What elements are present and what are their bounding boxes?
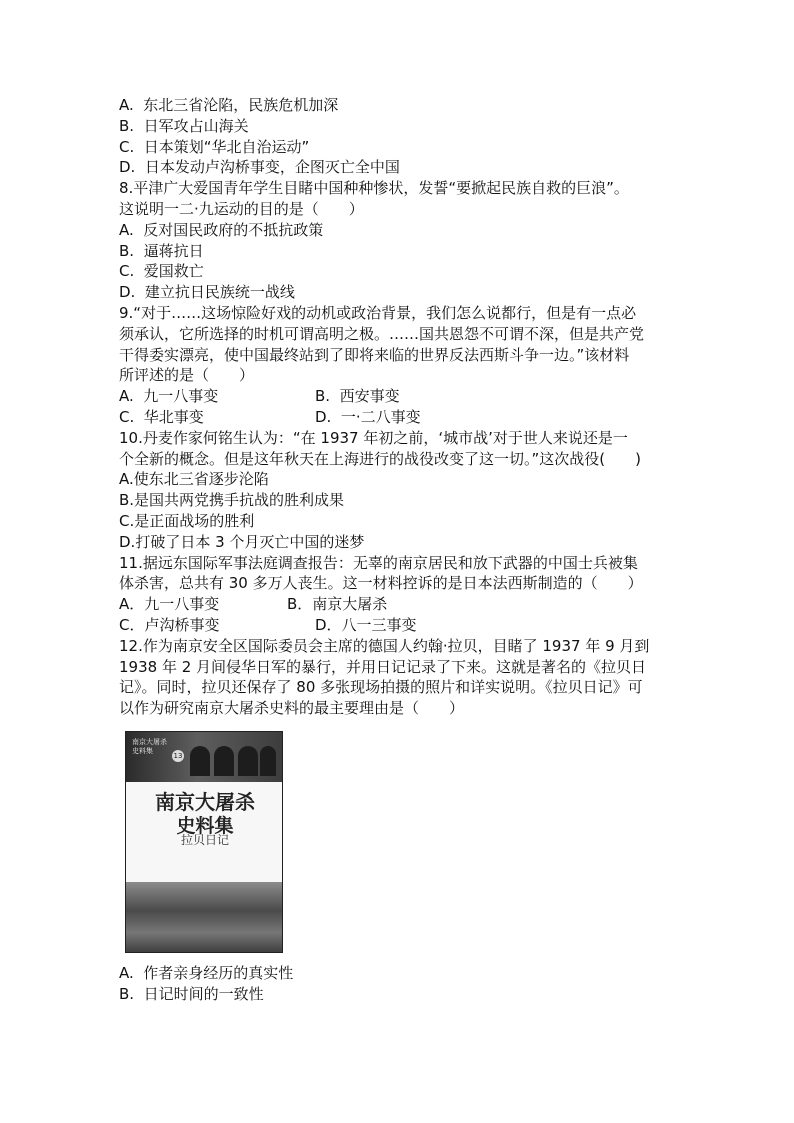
cover-series-label: 南京大屠杀史料集 [132, 737, 167, 755]
q11-option-a: A．九一八事变 [119, 595, 220, 614]
q10-option-d: D.打破了日本 3 个月灭亡中国的迷梦 [119, 532, 365, 551]
q7-option-c: C. 日本策划“华北自治运动” [119, 137, 310, 156]
q9-stem-line-2: 须承认，它所选择的时机可谓高明之极。……国共恩怨不可谓不深，但是共产党 [119, 324, 645, 343]
q8-option-c: C. 爱国救亡 [119, 262, 204, 281]
q9-options-row-2 [119, 407, 679, 428]
book-cover-image [125, 731, 283, 953]
q10-option-b: B.是国共两党携手抗战的胜利成果 [119, 491, 345, 510]
q8-option-a: A. 反对国民政府的不抵抗政策 [119, 220, 324, 239]
book-cover-figure [125, 731, 283, 953]
q9-stem-line-1: 9.“对于……这场惊险好戏的动机或政治背景，我们怎么说都行，但是有一点必 [119, 303, 637, 322]
cover-subtitle: 拉贝日记 [180, 832, 229, 847]
q12-stem-line-4: 以作为研究南京大屠杀史料的最主要理由是（ ） [119, 699, 465, 718]
q8-stem-line-1: 8.平津广大爱国青年学生目睹中国种种惨状，发誓“要掀起民族自救的巨浪”。 [119, 179, 629, 198]
q11-option-b: B．南京大屠杀 [287, 595, 388, 614]
q10-stem-line-1: 10.丹麦作家何铭生认为：“在 1937 年初之前，‘城市战’对于世人来说还是一 [119, 428, 628, 447]
cover-arches-image [186, 738, 280, 778]
q10-stem-line-2: 个全新的概念。但是这年秋天在上海进行的战役改变了这一切。”这次战役( ) [119, 449, 641, 468]
q9-stem-line-4: 所评述的是（ ） [119, 366, 255, 385]
q11-options-row-1 [119, 594, 679, 615]
q9-option-d: D. 一·二八事变 [315, 407, 421, 426]
q8-stem-line-2: 这说明一二·九运动的目的是（ ） [119, 199, 364, 218]
q7-option-b: B. 日军攻占山海关 [119, 116, 249, 135]
q9-options-row-1 [119, 386, 679, 407]
q11-stem-line-1: 11.据远东国际军事法庭调查报告：无辜的南京居民和放下武器的中国士兵被集 [119, 553, 638, 572]
q9-option-a: A. 九一八事变 [119, 387, 219, 406]
q10-option-c: C.是正面战场的胜利 [119, 511, 255, 530]
q9-option-c: C. 华北事变 [119, 407, 204, 426]
q12-stem-line-2: 1938 年 2 月间侵华日军的暴行，并用日记记录了下来。这就是著名的《拉贝日 [119, 657, 647, 676]
q7-option-d: D. 日本发动卢沟桥事变，企图灭亡全中国 [119, 158, 400, 177]
cover-title-line-1: 南京大屠杀 [155, 789, 255, 814]
cover-volume-badge: 13 [173, 751, 183, 760]
q11-stem-line-2: 体杀害，总共有 30 多万人丧生。这一材料控诉的是日本法西斯制造的（ ） [119, 574, 643, 593]
q12-stem-line-1: 12.作为南京安全区国际委员会主席的德国人约翰·拉贝，目睹了 1937 年 9 月到 [119, 636, 650, 655]
q12-option-b: B. 日记时间的一致性 [119, 984, 264, 1003]
question-list [119, 95, 679, 1005]
q7-option-a: A. 东北三省沦陷，民族危机加深 [119, 96, 339, 114]
q10-option-a: A.使东北三省逐步沦陷 [119, 470, 269, 489]
q11-option-d: D．八一三事变 [315, 615, 417, 634]
q9-option-b: B. 西安事变 [315, 387, 400, 406]
cover-title-line-2: 史料集 [176, 814, 234, 837]
q9-stem-line-3: 干得委实漂亮，使中国最终站到了即将来临的世界反法西斯斗争一边。”该材料 [119, 345, 630, 364]
q12-option-a: A. 作者亲身经历的真实性 [119, 963, 294, 982]
q11-option-c: C．卢沟桥事变 [119, 615, 220, 634]
cover-bottom-photo [126, 882, 283, 953]
q11-options-row-2 [119, 615, 679, 636]
q8-option-d: D. 建立抗日民族统一战线 [119, 283, 295, 302]
q12-stem-line-3: 记》。同时，拉贝还保存了 80 多张现场拍摄的照片和详实说明。《拉贝日记》可 [119, 678, 643, 697]
q8-option-b: B. 逼蒋抗日 [119, 241, 204, 260]
